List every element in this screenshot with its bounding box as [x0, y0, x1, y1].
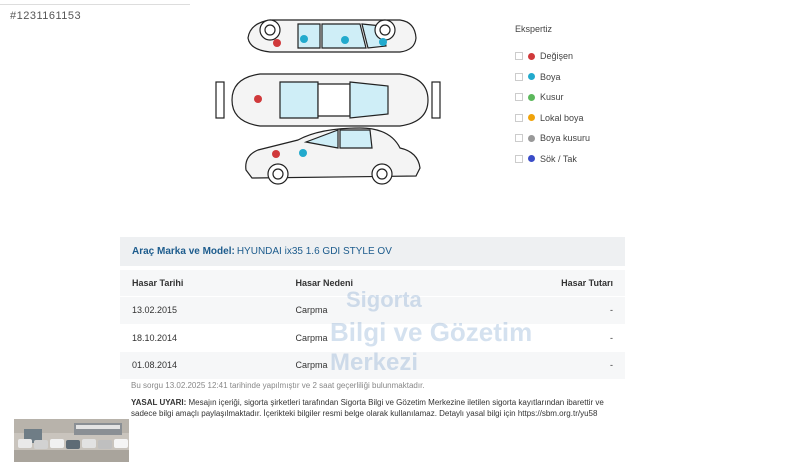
watermark-line-3: Merkezi [330, 349, 419, 376]
legend-item-changed[interactable] [515, 46, 635, 67]
legend-checkbox[interactable] [515, 155, 523, 163]
damage-reason: Carpma [284, 324, 461, 352]
table-row [120, 324, 625, 352]
legend-checkbox[interactable] [515, 114, 523, 122]
damage-dot-changed [273, 39, 281, 47]
legend-checkbox[interactable] [515, 52, 523, 60]
listing-id: #1231161153 [10, 10, 82, 22]
defect-color-dot [528, 94, 535, 101]
paint-color-dot [528, 73, 535, 80]
column-header-amount: Hasar Tutarı [460, 270, 625, 297]
damage-dot-paint [341, 36, 349, 44]
legend-label: Boya kusuru [540, 133, 591, 144]
damage-date: 13.02.2015 [120, 297, 284, 325]
legal-label: YASAL UYARI: [131, 398, 187, 407]
table-row [120, 297, 625, 325]
damage-report [120, 237, 625, 377]
legend-label: Boya [540, 71, 561, 82]
query-timestamp-note: Bu sorgu 13.02.2025 12:41 tarihinde yapılmıştır ve 2 saat geçerliliği bulunmaktadır. [131, 381, 425, 390]
top-divider [0, 0, 190, 5]
car-top-view [216, 74, 440, 126]
legend-checkbox[interactable] [515, 93, 523, 101]
table-header-row [120, 270, 625, 297]
legend-item-defect[interactable] [515, 87, 635, 108]
damage-table [120, 270, 625, 379]
legal-text: Mesajın içeriği, sigorta şirketleri tarafından Sigorta Bilgi ve Gözetim Merkezine iletilen sigorta kayıtlarından ibarettir ve sadece bilgi amaçlı paylaşılmaktadır. İçerikteki bilgiler resmi belge olarak kullanılamaz. Detaylı yasal bilgi için https://sbm.org.tr/yu58 [131, 398, 604, 418]
legend-item-local-paint[interactable] [515, 108, 635, 129]
table-row [120, 352, 625, 379]
column-header-reason: Hasar Nedeni [284, 270, 461, 297]
dealer-photo-thumbnail[interactable] [14, 419, 129, 462]
damage-reason: Carpma [284, 352, 461, 379]
legend-label: Kusur [540, 92, 564, 103]
damage-amount: - [460, 324, 625, 352]
watermark-line-2: Bilgi ve Gözetim [330, 317, 533, 347]
legend-label: Değişen [540, 51, 574, 62]
damage-date: 18.10.2014 [120, 324, 284, 352]
legend-item-paint[interactable] [515, 67, 635, 88]
legend-checkbox[interactable] [515, 73, 523, 81]
model-value: HYUNDAI ix35 1.6 GDI STYLE OV [236, 246, 392, 257]
legal-notice [131, 398, 631, 419]
watermark-line-1: Sigorta [346, 287, 422, 312]
legend-item-paint-defect[interactable] [515, 128, 635, 149]
legend-title: Ekspertiz [515, 24, 553, 34]
remove-install-color-dot [528, 155, 535, 162]
car-damage-diagram [210, 8, 450, 193]
damage-dot-paint [379, 38, 387, 46]
damage-dot-paint [299, 149, 307, 157]
damage-reason: Carpma [284, 297, 461, 325]
model-label: Araç Marka ve Model: [132, 246, 235, 257]
legend-label: Sök / Tak [540, 153, 577, 164]
paint-defect-color-dot [528, 135, 535, 142]
local-paint-color-dot [528, 114, 535, 121]
damage-amount: - [460, 297, 625, 325]
damage-date: 01.08.2014 [120, 352, 284, 379]
legend-checkbox[interactable] [515, 134, 523, 142]
column-header-date: Hasar Tarihi [120, 270, 284, 297]
damage-dot-changed [254, 95, 262, 103]
damage-dot-paint [300, 35, 308, 43]
damage-amount: - [460, 352, 625, 379]
car-top-side-view [248, 20, 416, 52]
car-bottom-side-view [246, 128, 420, 184]
report-header [120, 237, 625, 266]
expertise-legend [515, 24, 635, 169]
changed-color-dot [528, 53, 535, 60]
legend-label: Lokal boya [540, 112, 584, 123]
legend-item-remove-install[interactable] [515, 149, 635, 170]
damage-dot-changed [272, 150, 280, 158]
